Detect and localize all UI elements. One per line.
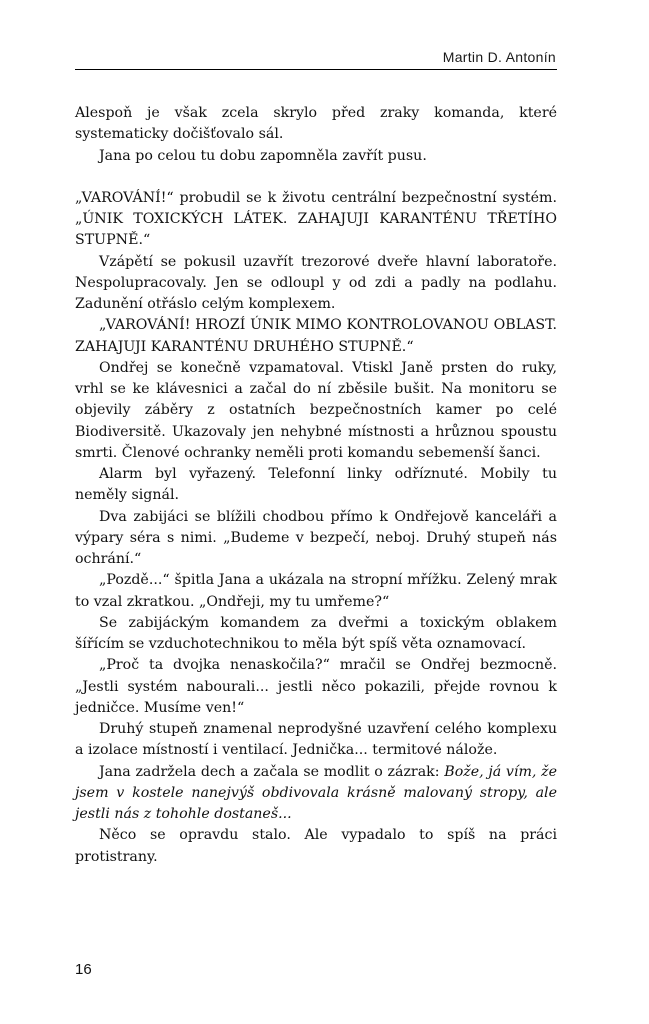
- page-body: [75, 103, 557, 868]
- paragraph: „Pozdě...“ špitla Jana a ukázala na stropní mřížku. Zelený mrak to vzal zkratkou. „Ondřeji, my tu umřeme?“: [75, 572, 557, 610]
- paragraph: Něco se opravdu stalo. Ale vypadalo to spíš na práci protistrany.: [75, 827, 557, 865]
- prayer-italic: Bože, já vím, že jsem v kostele nanejvýš obdivovala krásně malovaný stropy, ale jestli nás z tohohle dostaneš...: [75, 763, 557, 822]
- paragraph: „Proč ta dvojka nenaskočila?“ mračil se Ondřej bezmocně. „Jestli systém nabourali... jestli něco pokazili, přejde rovnou k jedničce. Musíme ven!“: [75, 657, 557, 716]
- paragraph: „VAROVÁNÍ! HROZÍ ÚNIK MIMO KONTROLOVANOU OBLAST. ZAHAJUJI KARANTÉNU DRUHÉHO STUPNĚ.“: [75, 317, 557, 355]
- paragraph: Ondřej se konečně vzpamatoval. Vtiskl Janě prsten do ruky, vrhl se ke klávesnici a začal do ní zběsile bušit. Na monitoru se objevily záběry z ostatních bezpečnostních kamer po celé Biodiversitě. Ukazovaly jen nehybné místnosti a hrůznou spoustu smrti. Členové ochranky neměli proti komandu sebemenší šanci.: [75, 359, 557, 461]
- running-header-author: Martin D. Antonín: [442, 49, 556, 65]
- paragraph: „VAROVÁNÍ!“ probudil se k životu centrální bezpečnostní systém. „ÚNIK TOXICKÝCH LÁTEK. ZAHAJUJI KARANTÉNU TŘETÍHO STUPNĚ.“: [75, 189, 557, 249]
- paragraph: Druhý stupeň znamenal neprodyšné uzavření celého komplexu a izolace místností i ventilací. Jednička... termitové nálože.: [75, 721, 557, 759]
- header-rule: [75, 69, 557, 70]
- paragraph: Vzápětí se pokusil uzavřít trezorové dveře hlavní laboratoře. Nespolupracovaly. Jen se odloupl y od zdi a padly na podlahu. Zadunění otřáslo celým komplexem.: [75, 253, 557, 312]
- paragraph: Alespoň je však zcela skrylo před zraky komanda, které systematicky dočišťovalo sál.: [75, 105, 557, 143]
- paragraph: Jana po celou tu dobu zapomněla zavřít pusu.: [99, 147, 427, 164]
- paragraph: Dva zabijáci se blížili chodbou přímo k Ondřejově kanceláři a výpary séra s nimi. „Budeme v bezpečí, neboj. Druhý stupeň nás ochrání.“: [75, 508, 557, 567]
- prayer-paragraph: [75, 762, 557, 826]
- prayer-lead: Jana zadržela dech a začala se modlit o zázrak:: [99, 763, 445, 780]
- paragraph: Alarm byl vyřazený. Telefonní linky odříznuté. Mobily tu neměly signál.: [75, 466, 557, 504]
- page-number: 16: [75, 961, 92, 978]
- paragraph: Se zabijáckým komandem za dveřmi a toxickým oblakem šířícím se vzduchotechnikou to měla být spíš věta oznamovací.: [75, 614, 557, 652]
